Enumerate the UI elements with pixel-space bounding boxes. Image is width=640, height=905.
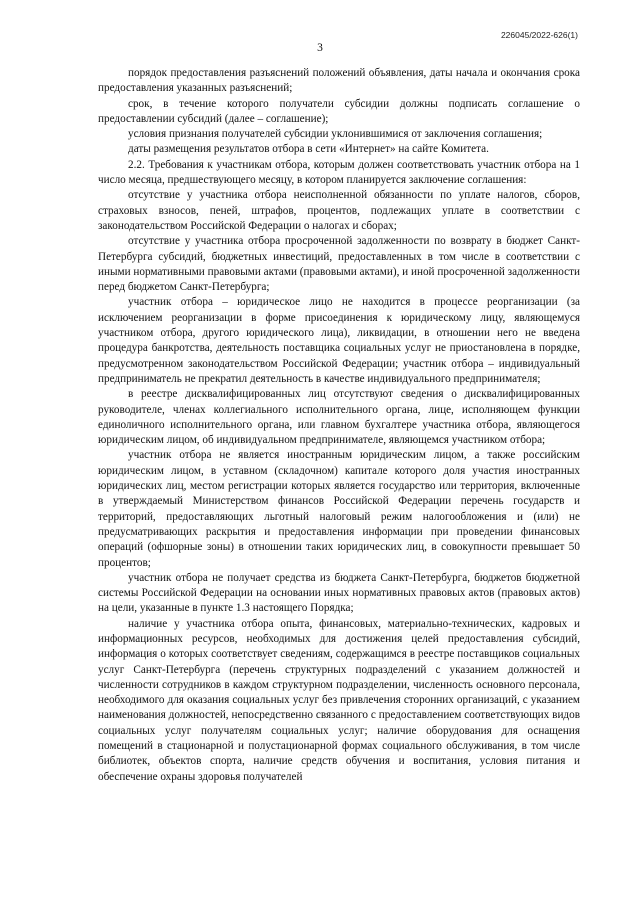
paragraph: даты размещения результатов отбора в сети «Интернет» на сайте Комитета. — [128, 143, 489, 156]
paragraph: срок, в течение которого получатели субсидии должны подписать соглашение о предоставлении субсидий (далее – соглашение); — [98, 97, 580, 125]
paragraph: наличие у участника отбора опыта, финансовых, материально-технических, кадровых и информационных ресурсов, необходимых для достижения целей предоставления субсидий, информация о которых соответствует сведениям, содержащимся в реестре поставщиков социальных услуг Санкт-Петербурга (перечень структурных подразделений с указанием должностей и численности сотрудников в каждом структурном подразделении, численность основного персонала, необходимого для оказания социальных услуг без привлечения сторонних организаций, с указанием наименования должностей, непосредственно связанного с предоставлением соответствующих видов социальных услуг получателям социальных услуг; наличие оборудования для оснащения помещений в стационарной и полустационарной формах социального обслуживания, в том числе библиотек, объектов спорта, наличие средств обучения и воспитания, условия питания и обеспечение охраны здоровья получателей — [98, 617, 580, 783]
paragraph: порядок предоставления разъяснений положений объявления, даты начала и окончания срока предоставления указанных разъяснений; — [98, 67, 580, 95]
document-id: 226045/2022-626(1) — [500, 30, 578, 40]
paragraph: отсутствие у участника отбора просроченной задолженности по возврату в бюджет Санкт-Петербурга субсидий, бюджетных инвестиций, предоставленных в том числе в соответствии с иными нормативными правовыми актами (правовыми актами), и иной просроченной задолженности перед бюджетом Санкт-Петербурга; — [98, 235, 580, 294]
paragraph: 2.2. Требования к участникам отбора, которым должен соответствовать участник отбора на 1 число месяца, предшествующего месяцу, в котором планируется заключение соглашения: — [98, 158, 580, 187]
page-number: 3 — [317, 42, 323, 54]
paragraph: участник отбора не получает средства из бюджета Санкт-Петербурга, бюджетов бюджетной системы Российской Федерации на основании иных нормативных правовых актов (правовых актов) на цели, указанные в пункте 1.3 настоящего Порядка; — [98, 571, 580, 615]
paragraph: участник отбора – юридическое лицо не находится в процессе реорганизации (за исключением реорганизации в форме присоединения к юридическому лицу, являющемуся участником отбора, другого юридического лица), ликвидации, в отношении него не введена процедура банкротства, деятельность поставщика социальных услуг не приостановлена в порядке, предусмотренном законодательством Российской Федерации; участник отбора – индивидуальный предприниматель не прекратил деятельность в качестве индивидуального предпринимателя; — [98, 296, 580, 385]
paragraph: участник отбора не является иностранным юридическим лицом, а также российским юридическим лицом, в уставном (складочном) капитале которого доля участия иностранных юридических лиц, местом регистрации которых является государство или территория, включенные в утверждаемый Министерством финансов Российской Федерации перечень государств и территорий, предоставляющих льготный налоговый режим налогообложения и (или) не предусматривающих раскрытия и предоставления информации при проведении финансовых операций (офшорные зоны) в отношении таких юридических лиц, в совокупности превышает 50 процентов; — [98, 449, 580, 569]
paragraph: условия признания получателей субсидии уклонившимися от заключения соглашения; — [128, 128, 543, 141]
paragraph: в реестре дисквалифицированных лиц отсутствуют сведения о дисквалифицированных руководителе, членах коллегиального исполнительного органа, лице, исполняющем функции единоличного исполнительного органа, или главном бухгалтере участника отбора, являющегося юридическим лицом, об индивидуальном предпринимателе, являющемся участником отбора; — [98, 388, 580, 447]
document-body — [98, 66, 580, 785]
paragraph: отсутствие у участника отбора неисполненной обязанности по уплате налогов, сборов, страховых взносов, пеней, штрафов, процентов, подлежащих уплате в соответствии с законодательством Российской Федерации о налогах и сборах; — [98, 189, 580, 232]
